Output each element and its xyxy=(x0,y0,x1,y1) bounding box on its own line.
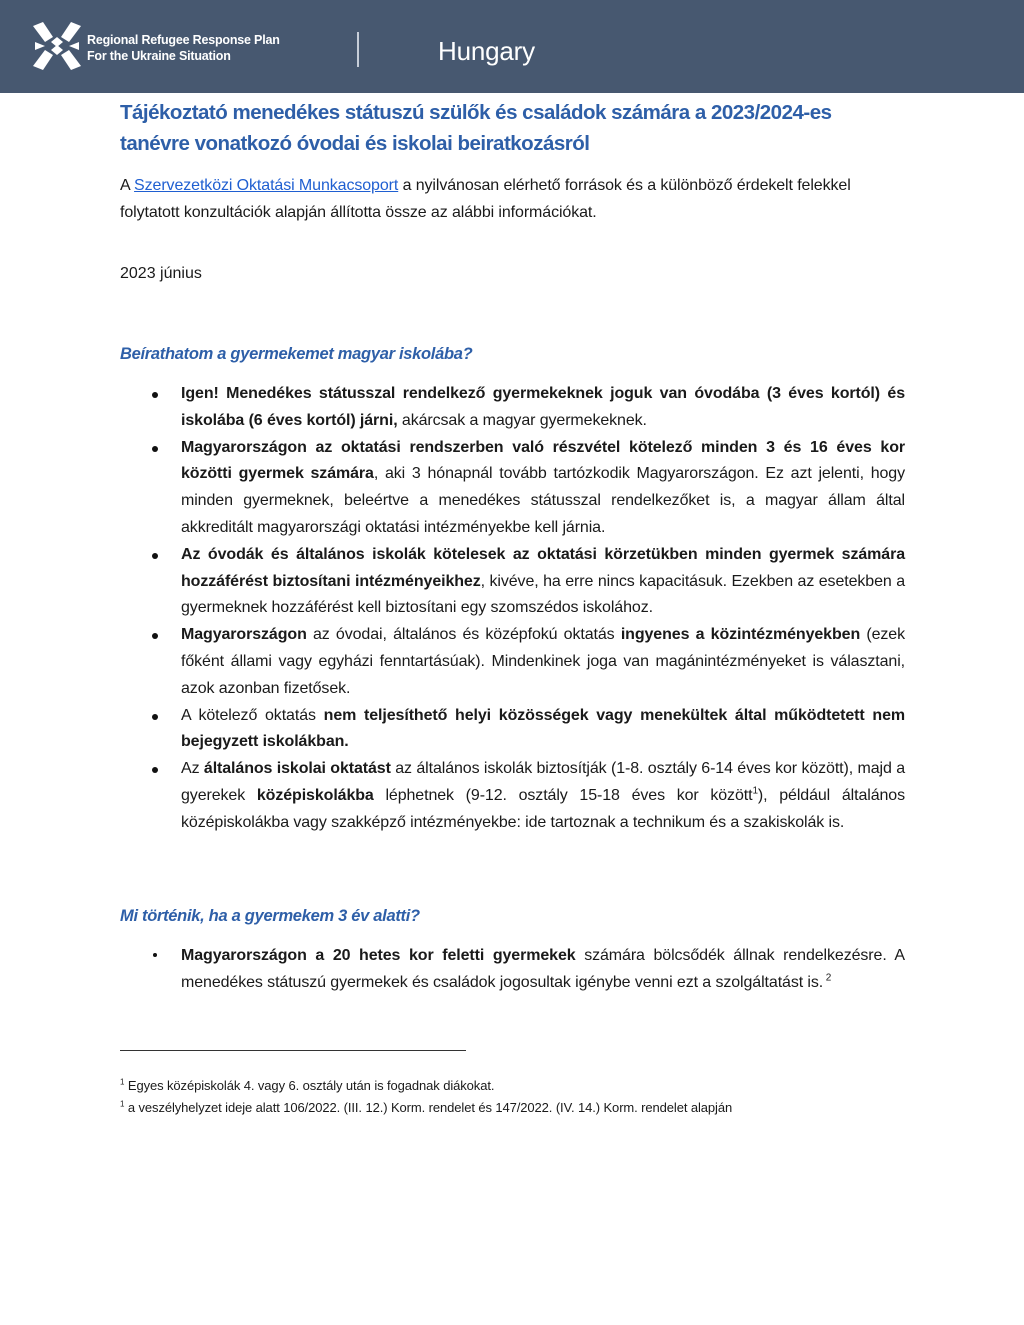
body-text: léphetnek (9-12. osztály 15-18 éves kor között xyxy=(373,786,753,804)
list-item xyxy=(120,756,905,836)
bold-text: Magyarországon az oktatási rendszerben való részvétel kötelező minden 3 és 16 éves kor közötti gyermek számára xyxy=(181,438,905,483)
intro-prefix: A xyxy=(120,177,135,194)
list-item xyxy=(120,542,905,622)
body-text: A kötelező oktatás xyxy=(181,706,324,724)
body-text: akárcsak a magyar gyermekeknek. xyxy=(397,411,647,429)
rrp-cross-logo-icon xyxy=(31,20,83,72)
body-text: számára bölcsődék állnak rendelkezésre. A menedékes státuszú gyermekek és családok jogosultak igénybe venni ezt a szolgáltatást is. xyxy=(181,947,905,991)
header-banner xyxy=(0,0,1024,93)
enrollment-bullet-list xyxy=(120,381,905,837)
list-item xyxy=(120,703,905,757)
working-group-link[interactable]: Szervezetközi Oktatási Munkacsoport xyxy=(134,177,399,194)
bold-text: Az óvodák és általános iskolák kötelesek az oktatási körzetükben minden gyermek számára hozzáférést biztosítani intézményeikhez xyxy=(181,545,905,590)
footnote-1 xyxy=(120,1077,494,1095)
footnote-ref[interactable]: 1 xyxy=(752,785,758,797)
body-text: Az xyxy=(181,760,204,778)
under-three-bullet-list xyxy=(120,943,905,997)
logo-text xyxy=(87,32,280,64)
footnote-mark: 1 xyxy=(120,1077,125,1087)
bold-text: általános iskolai oktatást xyxy=(203,760,391,778)
list-item xyxy=(120,622,905,702)
footnote-text: Egyes középiskolák 4. vagy 6. osztály után is fogadnak diákokat. xyxy=(124,1078,495,1093)
body-text: ), például általános középiskolákba vagy szakképző intézményekbe: ide tartoznak a technikum és a szakiskolák is. xyxy=(181,786,905,831)
bold-text: középiskolákba xyxy=(256,786,374,804)
bold-text: Magyarországon xyxy=(181,626,307,644)
bold-text: nem teljesíthető helyi közösségek vagy menekültek által működtetett nem bejegyzett iskolákban. xyxy=(181,706,905,751)
footnote-ref[interactable]: 2 xyxy=(823,972,832,984)
body-text: (ezek főként állami vagy egyházi fenntartásúak). Mindenkinek joga van magánintézményeket is választani, azok azonban fizetősek. xyxy=(181,626,905,697)
footnote-2 xyxy=(120,1099,732,1117)
list-item xyxy=(120,381,905,435)
bold-text: Igen! Menedékes státusszal rendelkező gyermekeknek joguk van óvodába (3 éves kortól) és iskolába (6 éves kortól) járni, xyxy=(181,385,905,429)
logo-line-2: For the Ukraine Situation xyxy=(87,49,231,63)
section-heading-under-three: Mi történik, ha a gyermekem 3 év alatti? xyxy=(120,907,420,925)
list-item xyxy=(120,943,905,997)
bold-text: ingyenes a közintézményekben xyxy=(620,626,861,644)
footnote-divider xyxy=(120,1050,466,1051)
country-label: Hungary xyxy=(438,36,535,66)
logo-line-1: Regional Refugee Response Plan xyxy=(87,33,280,47)
intro-paragraph xyxy=(120,172,905,226)
section-heading-enrollment: Beírathatom a gyermekemet magyar iskolába? xyxy=(120,345,473,363)
body-text: az általános iskolák biztosítják (1-8. osztály 6-14 éves kor között), majd a gyerekek xyxy=(181,760,905,804)
body-text: , aki 3 hónapnál tovább tartózkodik Magyarországon. Ez azt jelenti, hogy minden gyermeknek, beleértve a menedékes státusszal rendelkezőket is, a magyar állam által akkreditált magyarországi oktatási intézményekbe kell járnia. xyxy=(181,465,905,536)
header-divider xyxy=(357,32,359,67)
footnote-text: a veszélyhelyzet ideje alatt 106/2022. (III. 12.) Korm. rendelet és 147/2022. (IV. 14.) Korm. rendelet alapján xyxy=(124,1100,733,1115)
intro-suffix: a nyilvánosan elérhető források és a különböző érdekelt felekkel folytatott konzultációk alapján állította össze az alábbi információkat. xyxy=(120,177,851,221)
document-date: 2023 június xyxy=(120,265,202,282)
footnote-mark: 1 xyxy=(120,1099,125,1109)
body-text: , kivéve, ha erre nincs kapacitásuk. Ezekben az esetekben a gyermeknek hozzáférést kell biztosítani egy szomszédos iskolához. xyxy=(181,572,906,617)
list-item xyxy=(120,435,905,542)
body-text: az óvodai, általános és középfokú oktatás xyxy=(306,626,621,644)
page-title: Tájékoztató menedékes státuszú szülők és családok számára a 2023/2024-es tanévre vonatkozó óvodai és iskolai beiratkozásról xyxy=(120,101,832,155)
bold-text: Magyarországon a 20 hetes kor feletti gyermekek xyxy=(181,947,576,964)
